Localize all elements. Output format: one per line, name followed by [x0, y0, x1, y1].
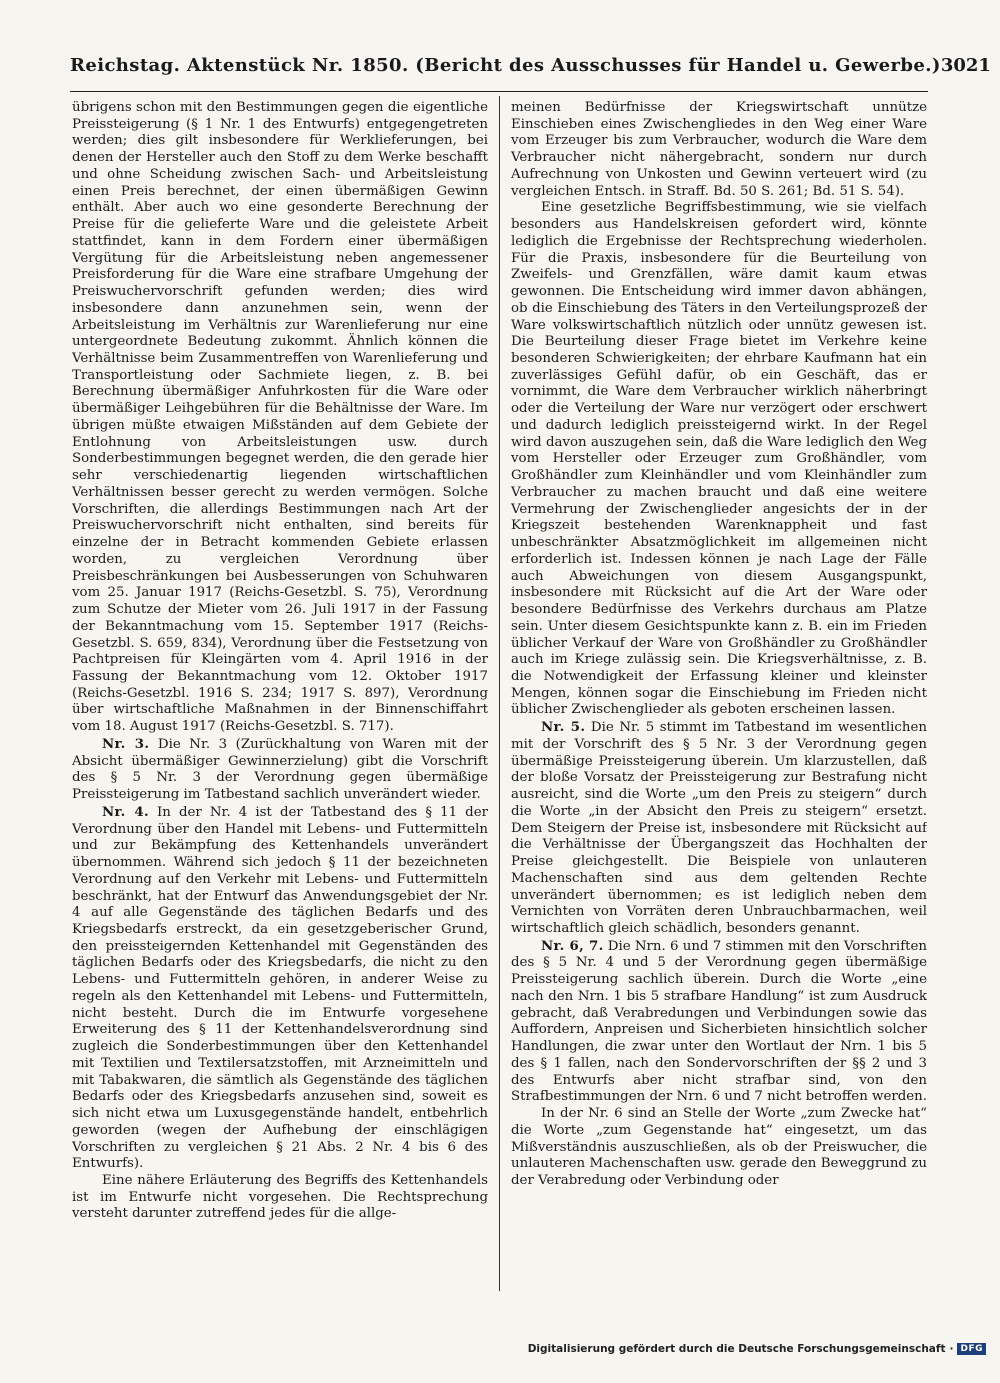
paragraph-lead: Nr. 3.	[102, 735, 150, 752]
paragraph: übrigens schon mit den Bestimmungen gegen die eigentliche Preissteigerung (§ 1 Nr. 1 des Entwurfs) entgegengetreten werden; dies gilt insbesondere für Werklieferungen, bei denen der Hersteller auch den Stoff zu dem Werke beschafft und ohne Scheidung zwischen Sach- und Arbeitsleistung einen Preis berechnet, der einen übermäßigen Gewinn enthält. Aber auch wo eine gesonderte Berechnung der Preise für die gelieferte Ware und die geleistete Arbeit stattfindet, kann in dem Fordern einer übermäßigen Vergütung für die Arbeitsleistung neben angemessener Preisforderung für die Ware eine strafbare Umgehung der Preiswuchervorschrift gefunden werden; dies wird insbesondere dann anzunehmen sein, wenn der Arbeitsleistung im Verhältnis zur Warenlieferung nur eine untergeordnete Bedeutung zukommt. Ähnlich können die Verhältnisse beim Zusammentreffen von Warenlieferung und Transportleistung oder Sachmiete liegen, z. B. bei Berechnung übermäßiger Anfuhrkosten für die Ware oder übermäßiger Leihgebühren für die Behältnisse der Ware. Im übrigen müßte etwaigen Mißständen auf dem Gebiete der Entlohnung von Arbeitsleistungen usw. durch Sonderbestimmungen begegnet werden, die den gerade hier sehr verschiedenartig liegenden wirtschaftlichen Verhältnissen besser gerecht zu werden vermögen. Solche Vorschriften, die allerdings Bestimmungen nach Art der Preiswuchervorschrift nicht enthalten, sind bereits für einzelne der in Betracht kommenden Gebiete erlassen worden, zu vergleichen Verordnung über Preisbeschränkungen bei Ausbesserungen von Schuhwaren vom 25. Januar 1917 (Reichs-Gesetzbl. S. 75), Verordnung zum Schutze der Mieter vom 26. Juli 1917 in der Fassung der Bekanntmachung vom 15. September 1917 (Reichs-Gesetzbl. S. 659, 834), Verordnung über die Festsetzung von Pachtpreisen für Kleingärten vom 4. April 1916 in der Fassung der Bekanntmachung vom 12. Oktober 1917 (Reichs-Gesetzbl. 1916 S. 234; 1917 S. 897), Verordnung über wirtschaftliche Maßnahmen in der Binnenschiffahrt vom 18. August 1917 (Reichs-Gesetzbl. S. 717).	[72, 100, 488, 735]
paragraph-lead: Nr. 4.	[102, 803, 149, 820]
running-title: Reichstag. Aktenstück Nr. 1850. (Bericht des Ausschusses für Handel u. Gewerbe.)	[70, 55, 941, 76]
paragraph: In der Nr. 6 sind an Stelle der Worte „zum Zwecke hat“ die Worte „zum Gegenstande hat“ eingesetzt, um das Mißverständnis auszuschließen, als ob der Preiswucher, die unlauteren Machenschaften usw. gerade den Beweggrund zu der Verabredung oder Verbindung oder	[511, 1106, 927, 1188]
paragraph-nr6-7: Nr. 6, 7. Die Nrn. 6 und 7 stimmen mit den Vorschriften des § 5 Nr. 4 und 5 der Verordnung gegen übermäßige Preissteigerung sachlich überein. Durch die Worte „eine nach den Nrn. 1 bis 5 strafbare Handlung“ ist zum Ausdruck gebracht, daß Verabredungen und Verbindungen sowie das Auffordern, Anpreisen und Sicherbieten hinsichtlich solcher Handlungen, die zwar unter den Wortlaut der Nrn. 1 bis 5 des § 1 fallen, nach den Sondervorschriften der §§ 2 und 3 des Entwurfs aber nicht strafbar sind, von den Strafbestimmungen der Nrn. 6 und 7 nicht betroffen werden.	[511, 937, 927, 1105]
paragraph: Eine nähere Erläuterung des Begriffs des Kettenhandels ist im Entwurfe nicht vorgesehen. Die Rechtsprechung versteht darunter zutreffend jedes für die allge-	[72, 1173, 488, 1222]
left-column	[72, 100, 488, 1292]
paragraph-lead: Nr. 6, 7.	[541, 937, 604, 954]
paragraph: meinen Bedürfnisse der Kriegswirtschaft unnütze Einschieben eines Zwischengliedes in den Weg einer Ware vom Erzeuger bis zum Verbraucher, wodurch die Ware dem Verbraucher nicht nähergebracht, sondern nur durch Aufrechnung von Unkosten und Gewinn verteuert wird (zu vergleichen Entsch. in Straff. Bd. 50 S. 261; Bd. 51 S. 54).	[511, 100, 927, 199]
right-column	[511, 100, 927, 1292]
footer-text: Digitalisierung gefördert durch die Deutsche Forschungsgemeinschaft	[527, 1343, 946, 1355]
column-divider	[499, 96, 500, 1291]
paragraph-nr5: Nr. 5. Die Nr. 5 stimmt im Tatbestand im wesentlichen mit der Vorschrift des § 5 Nr. 3 der Verordnung gegen übermäßige Preissteigerung überein. Um klarzustellen, daß der bloße Vorsatz der Preissteigerung zur Bestrafung nicht ausreicht, sind die Worte „um den Preis zu steigern“ durch die Worte „in der Absicht den Preis zu steigern“ ersetzt. Dem Steigern der Preise ist, insbesondere mit Rücksicht auf die Verhältnisse der Übergangszeit das Hochhalten der Preise gleichgestellt. Die Beispiele von unlauteren Machenschaften sind aus dem geltenden Rechte unverändert übernommen; es ist lediglich neben dem Vernichten von Vorräten deren Unbrauchbarmachen, weil wirtschaftlich gleich schädlich, besonders genannt.	[511, 719, 927, 936]
page-number: 3021	[940, 55, 991, 76]
paragraph-lead: Nr. 5.	[541, 719, 586, 736]
paragraph-nr3: Nr. 3. Die Nr. 3 (Zurückhaltung von Waren mit der Absicht übermäßiger Gewinnerzielung) gibt die Vorschrift des § 5 Nr. 3 der Verordnung gegen übermäßige Preissteigerung im Tatbestand sachlich unverändert wieder.	[72, 735, 488, 803]
page-header	[70, 55, 991, 89]
paragraph-nr4: Nr. 4. In der Nr. 4 ist der Tatbestand des § 11 der Verordnung über den Handel mit Lebens- und Futtermitteln und zur Bekämpfung des Kettenhandels unverändert übernommen. Während sich jedoch § 11 der bezeichneten Verordnung auf den Verkehr mit Lebens- und Futtermitteln beschränkt, hat der Entwurf das Anwendungsgebiet der Nr. 4 auf alle Gegenstände des täglichen Bedarfs und des Kriegsbedarfs erstreckt, da ein gesetzgeberischer Grund, den preissteigernden Kettenhandel mit Gegenständen des täglichen Bedarfs oder des Kriegsbedarfs, die nicht zu den Lebens- und Futtermitteln gehören, in anderer Weise zu regeln als den Kettenhandel mit Lebens- und Futtermitteln, nicht besteht. Durch die im Entwurfe vorgesehene Erweiterung des § 11 der Kettenhandelsverordnung sind zugleich die Sonderbestimmungen über den Kettenhandel mit Textilien und Textilersatzstoffen, mit Arzneimitteln und mit Tabakwaren, die sämtlich als Gegenstände des täglichen Bedarfs oder des Kriegsbedarfs anzusehen sind, soweit es sich nicht etwa um Luxusgegenstände handelt, entbehrlich geworden (wegen der Aufhebung der einschlägigen Vorschriften zu vergleichen § 21 Abs. 2 Nr. 4 bis 6 des Entwurfs).	[72, 803, 488, 1172]
dfg-logo: DFG	[957, 1343, 986, 1355]
header-rule	[70, 91, 928, 92]
paragraph: Eine gesetzliche Begriffsbestimmung, wie sie vielfach besonders aus Handelskreisen gefordert wird, könnte lediglich die Ergebnisse der Rechtsprechung wiederholen. Für die Praxis, insbesondere für die Beurteilung von Zweifels- und Grenzfällen, wäre damit kaum etwas gewonnen. Die Entscheidung wird immer davon abhängen, ob die Einschiebung des Täters in den Verteilungsprozeß der Ware volkswirtschaftlich nützlich oder unnütz gewesen ist. Die Beurteilung dieser Frage bietet im Verkehre keine besonderen Schwierigkeiten; der ehrbare Kaufmann hat ein zuverlässiges Gefühl dafür, ob ein Geschäft, das er vornimmt, die Ware dem Verbraucher wirklich näherbringt oder die Verteilung der Ware nur verzögert oder erschwert und dadurch lediglich preissteigernd wirkt. In der Regel wird davon auszugehen sein, daß die Ware lediglich den Weg vom Hersteller oder Erzeuger zum Großhändler, vom Großhändler zum Kleinhändler und vom Kleinhändler zum Verbraucher zu machen braucht und daß eine weitere Vermehrung der Zwischenglieder angesichts der in der Kriegszeit bestehenden Warenknappheit und fast unbeschränkter Absatzmöglichkeit im allgemeinen nicht erforderlich ist. Indessen können je nach Lage der Fälle auch Abweichungen von diesem Ausgangspunkt, insbesondere mit Rücksicht auf die Art der Ware oder besondere Bedürfnisse des Verkehrs durchaus am Platze sein. Unter diesem Gesichtspunkte kann z. B. ein im Frieden üblicher Verkauf der Ware von Großhändler zu Großhändler auch im Kriege zulässig sein. Die Kriegsverhältnisse, z. B. die Notwendigkeit der Erfassung kleiner und kleinster Mengen, können sogar die Einschiebung im Frieden nicht üblicher Zwischenglieder als geboten erscheinen lassen.	[511, 200, 927, 718]
footer-credit: Digitalisierung gefördert durch die Deutsche Forschungsgemeinschaft · DFG	[528, 1343, 986, 1355]
